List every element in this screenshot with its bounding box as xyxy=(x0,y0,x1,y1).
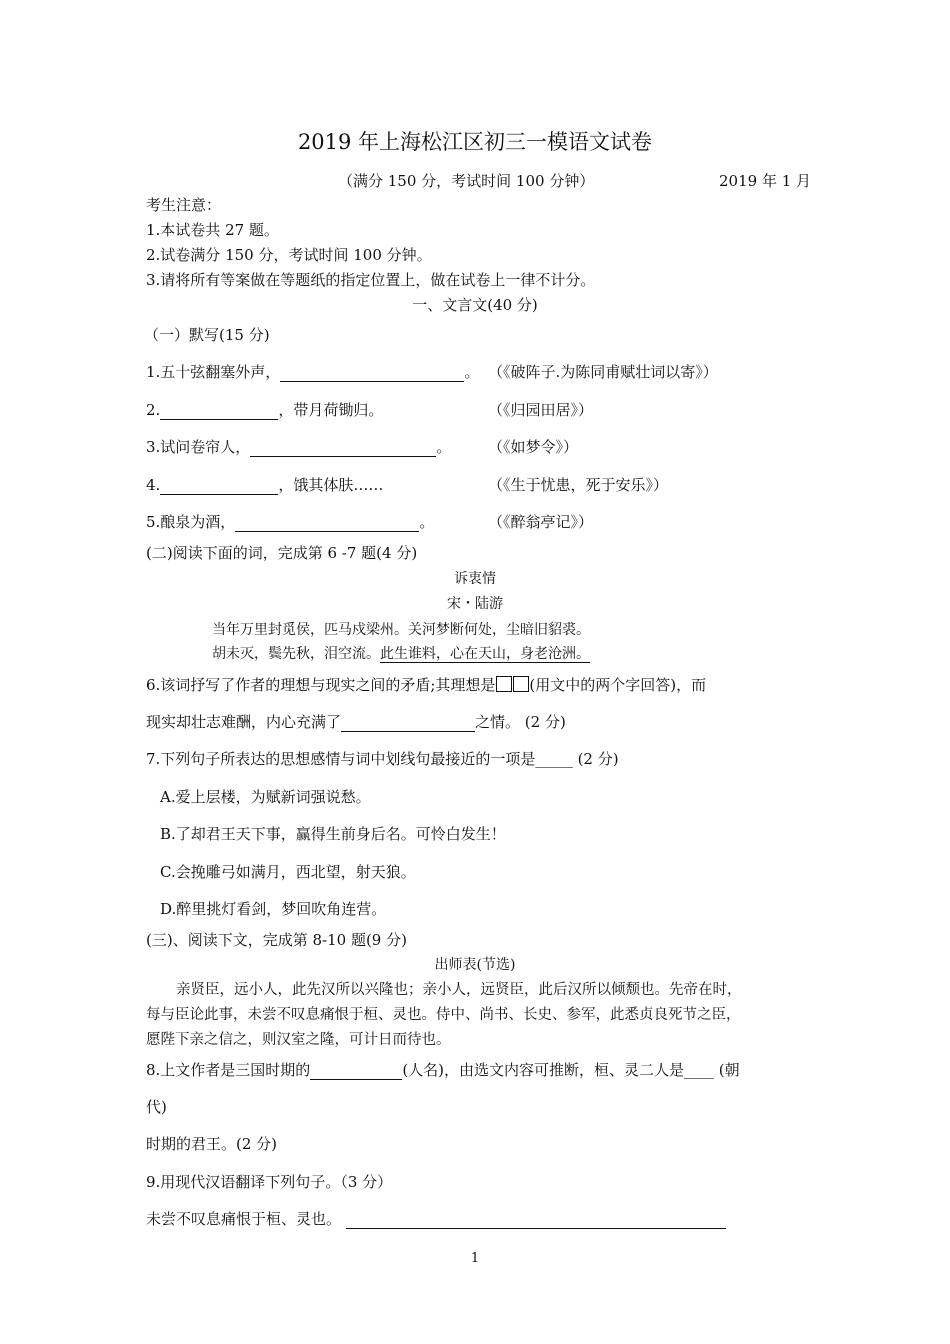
question-9-sentence xyxy=(146,1208,726,1229)
passage-line: 愿陛下亲之信之，则汉室之隆，可计日而待也。 xyxy=(146,1032,451,1048)
question-6-continued xyxy=(146,711,566,732)
question-text: 。 xyxy=(436,438,452,456)
page-title: 2019 年上海松江区初三一模语文试卷 xyxy=(297,130,653,154)
answer-blank[interactable] xyxy=(280,364,464,382)
answer-blank[interactable] xyxy=(160,402,278,420)
question-4 xyxy=(146,474,383,495)
page-number: 1 xyxy=(470,1251,480,1266)
section-title: 一、文言文(40 分) xyxy=(412,296,538,314)
notice-item: 3.请将所有等案做在等题纸的指定位置上，做在试卷上一律不计分。 xyxy=(146,271,596,289)
passage-line: 每与臣论此事，未尝不叹息痛恨于桓、灵也。侍中、尚书、长史、参军，此悉贞良死节之臣， xyxy=(146,1007,741,1023)
question-text: 5.酿泉为酒， xyxy=(146,513,236,531)
answer-blank[interactable] xyxy=(341,714,475,732)
passage-line: 亲贤臣，远小人，此先汉所以兴隆也；亲小人，远贤臣，此后汉所以倾颓也。先帝在时， xyxy=(176,982,742,998)
question-5 xyxy=(146,511,434,532)
answer-box[interactable] xyxy=(513,676,529,692)
question-text: 未尝不叹息痛恨于桓、灵也。 xyxy=(146,1210,342,1228)
question-text: 1.五十弦翻塞外声， xyxy=(146,363,281,381)
answer-blank[interactable] xyxy=(346,1211,726,1229)
part-title: (二)阅读下面的词，完成第 6 -7 题(4 分) xyxy=(146,544,418,562)
question-text: 。 xyxy=(419,513,435,531)
question-source: （《醉翁亭记》） xyxy=(488,513,594,531)
question-text: ，带月荷锄归。 xyxy=(278,401,384,419)
question-8 xyxy=(146,1059,740,1080)
answer-box[interactable] xyxy=(496,676,512,692)
option-d[interactable]: D.醉里挑灯看剑，梦回吹角连营。 xyxy=(160,900,387,918)
poem-title: 诉衷情 xyxy=(454,571,496,587)
option-b[interactable]: B.了却君王天下事，赢得生前身后名。可怜白发生！ xyxy=(160,825,506,843)
question-text: (用文中的两个字回答)，而 xyxy=(529,676,707,694)
poem-author: 宋・陆游 xyxy=(447,596,503,612)
notice-heading: 考生注意： xyxy=(146,196,222,214)
question-text: 2. xyxy=(146,401,161,419)
answer-blank[interactable] xyxy=(160,477,278,495)
question-text: (人名)，由选文内容可推断，桓、灵二人是____ (朝 xyxy=(402,1061,740,1079)
question-text: 6.该词抒写了作者的理想与现实之间的矛盾;其理想是 xyxy=(146,676,496,694)
question-9: 9.用现代汉语翻译下列句子。（3 分） xyxy=(146,1173,393,1191)
question-text: 。 xyxy=(464,363,480,381)
answer-blank[interactable] xyxy=(310,1062,402,1080)
part-title: (三)、阅读下文，完成第 8-10 题(9 分) xyxy=(146,931,407,949)
question-text: 时期的君王。(2 分) xyxy=(146,1135,278,1153)
exam-subtitle: （满分 150 分，考试时间 100 分钟） xyxy=(338,172,595,190)
option-a[interactable]: A.爱上层楼，为赋新词强说愁。 xyxy=(160,788,371,806)
question-text: 3.试问卷帘人， xyxy=(146,438,251,456)
option-c[interactable]: C.会挽雕弓如满月，西北望，射天狼。 xyxy=(160,863,416,881)
poem-text: 胡未灭，鬓先秋，泪空流。 xyxy=(212,646,380,662)
question-2 xyxy=(146,399,383,420)
exam-date: 2019 年 1 月 xyxy=(719,172,812,190)
question-text: 之情。 (2 分) xyxy=(475,713,566,731)
question-6 xyxy=(146,674,706,695)
question-source: （《生于忧患，死于安乐》） xyxy=(488,476,669,494)
question-text: 现实却壮志难酬，内心充满了 xyxy=(146,713,342,731)
question-3 xyxy=(146,436,451,457)
poem-line: 当年万里封觅侯，匹马戍梁州。关河梦断何处，尘暗旧貂裘。 xyxy=(212,622,590,638)
question-source: （《如梦令》） xyxy=(488,438,579,456)
question-text: 4. xyxy=(146,476,161,494)
poem-underlined-text: 此生谁料，心在天山，身老沧洲。 xyxy=(380,646,590,662)
notice-item: 2.试卷满分 150 分，考试时间 100 分钟。 xyxy=(146,246,432,264)
question-source: （《归园田居》） xyxy=(488,401,594,419)
question-7: 7.下列句子所表达的思想感情与词中划线句最接近的一项是_____ (2 分) xyxy=(146,750,619,768)
poem-line xyxy=(212,643,590,663)
question-source: （《破阵子.为陈同甫赋壮词以寄》） xyxy=(488,363,718,381)
question-text: 代) xyxy=(146,1098,167,1116)
question-text: 8.上文作者是三国时期的 xyxy=(146,1061,311,1079)
answer-blank[interactable] xyxy=(235,514,419,532)
answer-blank[interactable] xyxy=(250,439,436,457)
text-title: 出师表(节选) xyxy=(434,957,516,973)
question-1 xyxy=(146,361,479,382)
part-title: （一）默写(15 分) xyxy=(144,326,270,344)
question-text: ，饿其体肤…… xyxy=(278,476,384,494)
notice-item: 1.本试卷共 27 题。 xyxy=(146,221,279,239)
